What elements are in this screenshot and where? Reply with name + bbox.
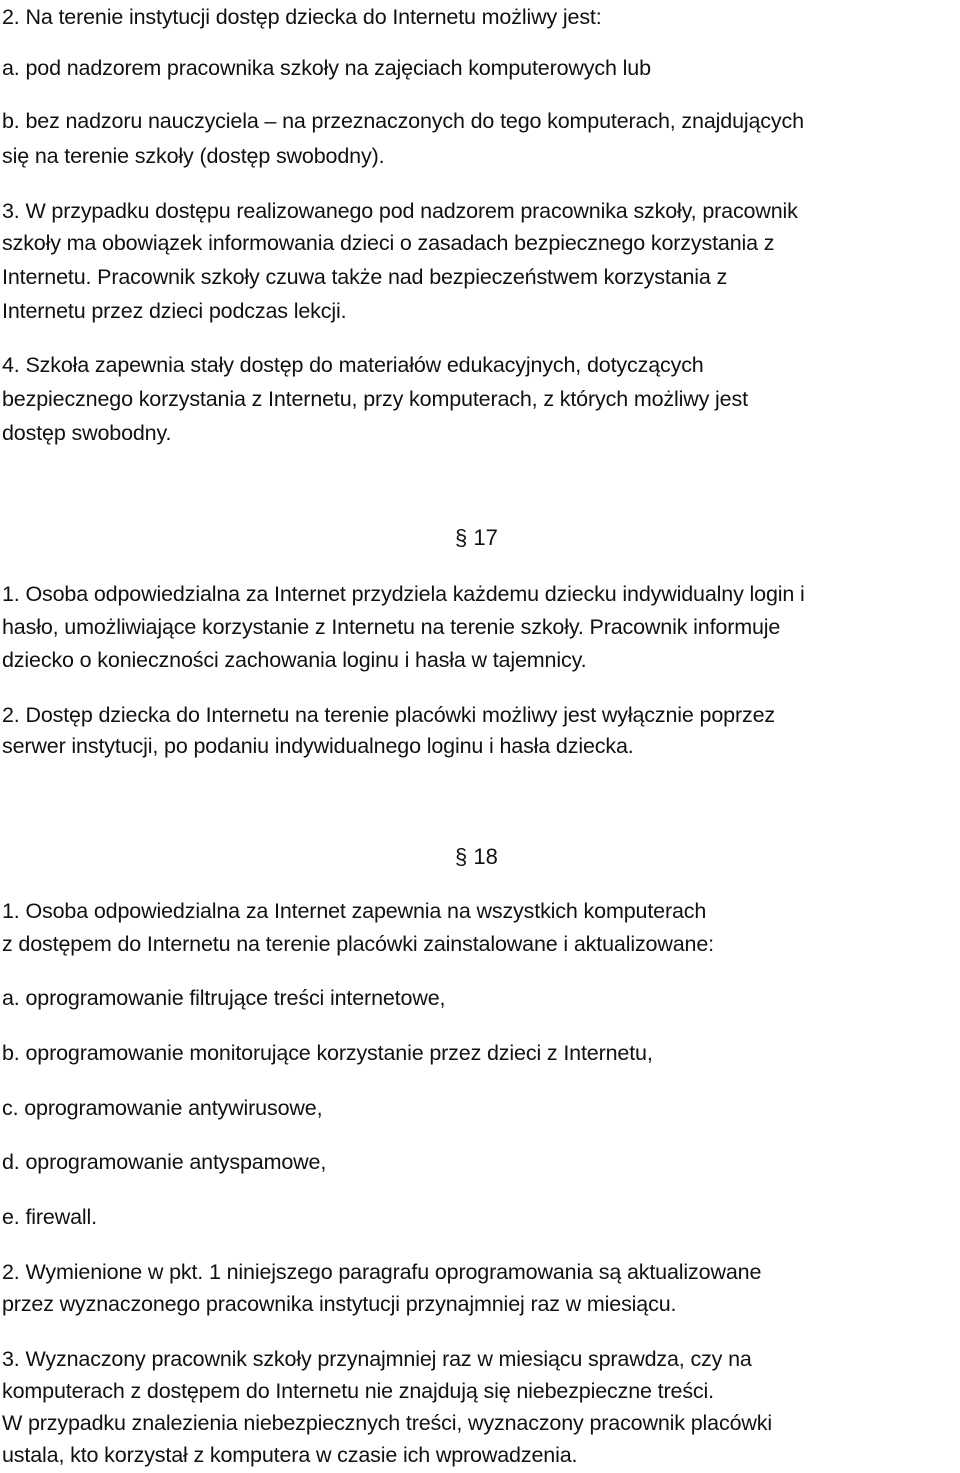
s18-p3-line-2: komputerach z dostępem do Internetu nie znajdują się niebezpieczne treści.: [2, 1379, 714, 1403]
s18-p1-line-1: 1. Osoba odpowiedzialna za Internet zapewnia na wszystkich komputerach: [2, 899, 707, 923]
s18-item-e: e. firewall.: [2, 1205, 97, 1229]
s17-p2-line-1: 2. Dostęp dziecka do Internetu na terenie placówki możliwy jest wyłącznie poprzez: [2, 703, 775, 727]
p2-line-b: b. bez nadzoru nauczyciela – na przeznaczonych do tego komputerach, znajdujących: [2, 109, 804, 133]
s18-p3-line-3: W przypadku znalezienia niebezpiecznych treści, wyznaczony pracownik placówki: [2, 1411, 772, 1435]
p3-line-2: szkoły ma obowiązek informowania dzieci o zasadach bezpiecznego korzystania z: [2, 231, 775, 255]
s18-item-d: d. oprogramowanie antyspamowe,: [2, 1150, 327, 1174]
s17-p1-line-2: hasło, umożliwiające korzystanie z Internetu na terenie szkoły. Pracownik informuje: [2, 615, 781, 639]
s18-p2-line-1: 2. Wymienione w pkt. 1 niniejszego paragrafu oprogramowania są aktualizowane: [2, 1260, 762, 1284]
p2-line-1: 2. Na terenie instytucji dostęp dziecka do Internetu możliwy jest:: [2, 5, 602, 29]
s18-p2-line-2: przez wyznaczonego pracownika instytucji przynajmniej raz w miesiącu.: [2, 1292, 677, 1316]
p3-line-1: 3. W przypadku dostępu realizowanego pod nadzorem pracownika szkoły, pracownik: [2, 199, 798, 223]
p2-line-a: a. pod nadzorem pracownika szkoły na zajęciach komputerowych lub: [2, 56, 651, 80]
s17-p1-line-3: dziecko o konieczności zachowania loginu i hasła w tajemnicy.: [2, 648, 587, 672]
s17-p2-line-2: serwer instytucji, po podaniu indywidualnego loginu i hasła dziecka.: [2, 734, 634, 758]
p4-line-3: dostęp swobodny.: [2, 421, 172, 445]
s18-p3-line-4: ustala, kto korzystał z komputera w czasie ich wprowadzenia.: [2, 1443, 578, 1467]
s17-p1-line-1: 1. Osoba odpowiedzialna za Internet przydziela każdemu dziecku indywidualny login i: [2, 582, 805, 606]
p4-line-2: bezpiecznego korzystania z Internetu, przy komputerach, z których możliwy jest: [2, 387, 748, 411]
p4-line-1: 4. Szkoła zapewnia stały dostęp do materiałów edukacyjnych, dotyczących: [2, 353, 704, 377]
s18-p3-line-1: 3. Wyznaczony pracownik szkoły przynajmniej raz w miesiącu sprawdza, czy na: [2, 1347, 752, 1371]
p2-line-b-cont: się na terenie szkoły (dostęp swobodny).: [2, 144, 385, 168]
s18-p1-line-2: z dostępem do Internetu na terenie placówki zainstalowane i aktualizowane:: [2, 932, 714, 956]
s18-item-b: b. oprogramowanie monitorujące korzystanie przez dzieci z Internetu,: [2, 1041, 653, 1065]
p3-line-4: Internetu przez dzieci podczas lekcji.: [2, 299, 347, 323]
section-17-heading: § 17: [455, 525, 498, 550]
s18-item-c: c. oprogramowanie antywirusowe,: [2, 1096, 323, 1120]
section-18-heading: § 18: [455, 844, 498, 869]
p3-line-3: Internetu. Pracownik szkoły czuwa także nad bezpieczeństwem korzystania z: [2, 265, 728, 289]
s18-item-a: a. oprogramowanie filtrujące treści internetowe,: [2, 986, 446, 1010]
